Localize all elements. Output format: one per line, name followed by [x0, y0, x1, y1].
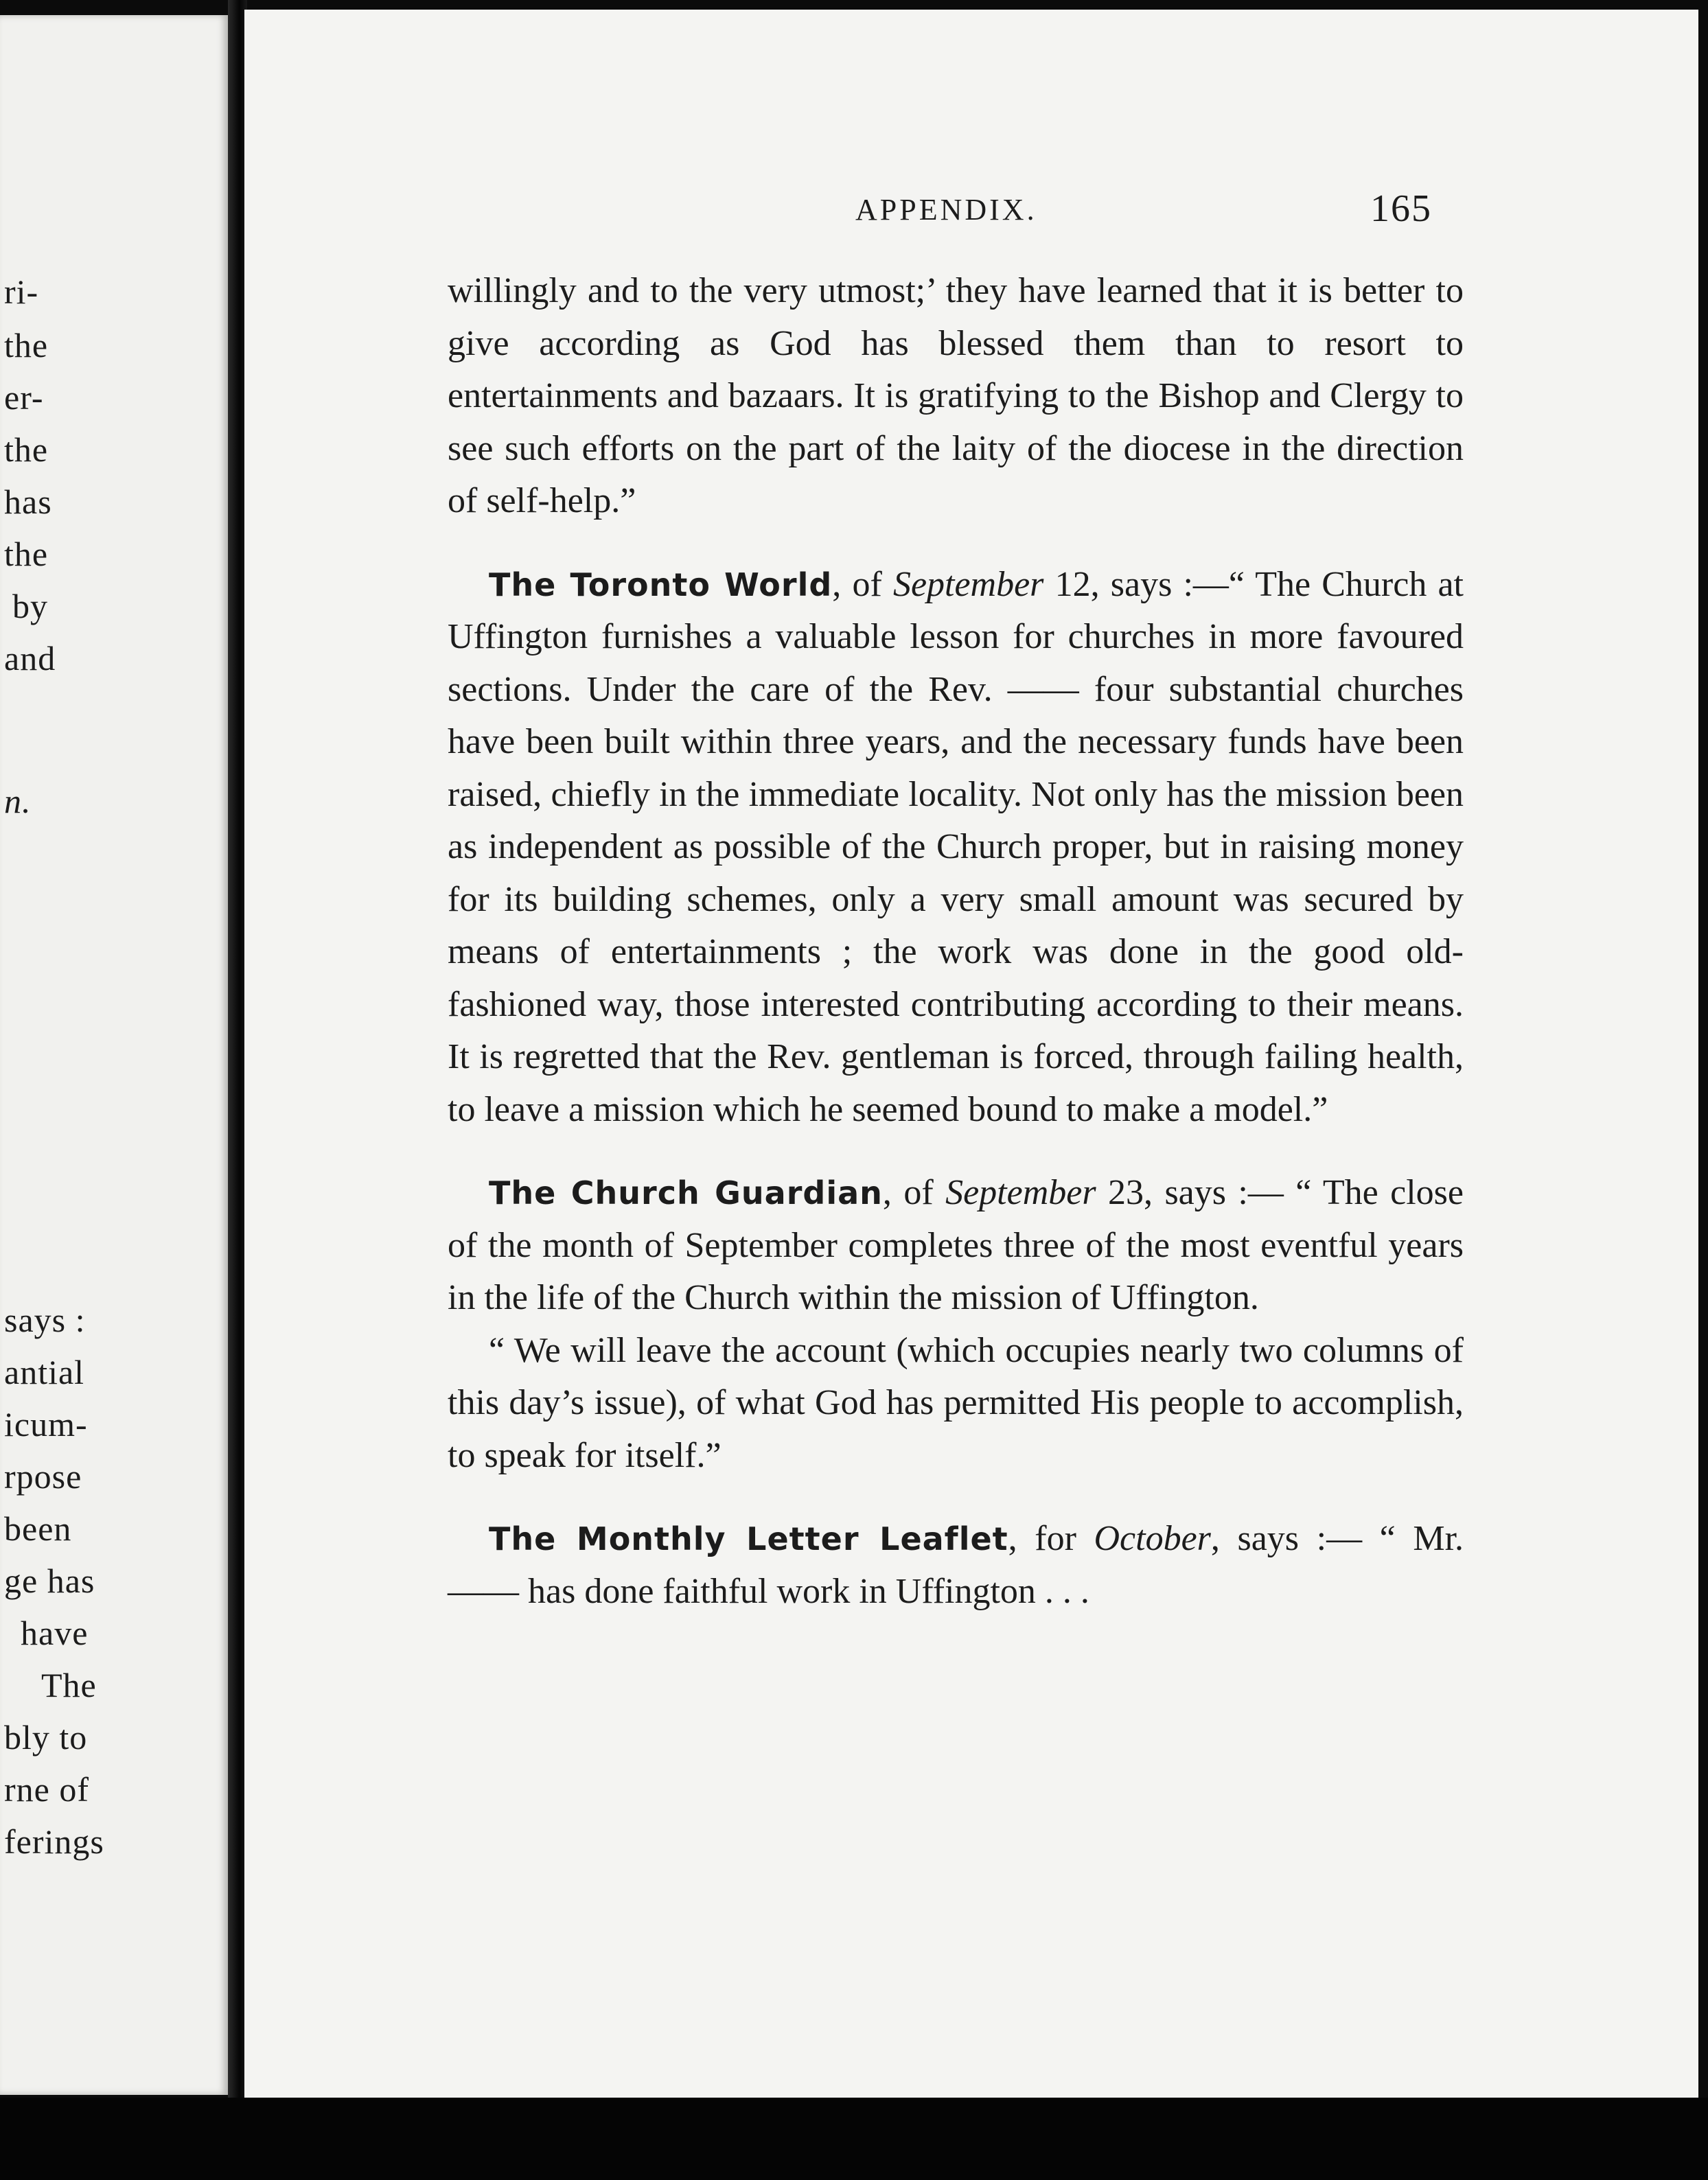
- date: October: [1094, 1519, 1211, 1558]
- left-fragment: icum-: [4, 1405, 88, 1443]
- left-fragment: has: [4, 483, 52, 521]
- quote-text: 12, says :—“ The Church at Uffington furnishes a valuable lesson for churches in more favoured sections. Under the care of the Rev. —— four substantial churches have been built within three years, and the necessary funds have been raised, chiefly in the immediate locality. Not only has the mission been as independent as possible of the Church proper, but in raising money for its building schemes, only a very small amount was secured by means of entertainments ; the work was done in the good old-fashioned way, those interested contributing according to their means. It is regretted that the Rev. gentleman is forced, through failing health, to leave a mission which he seemed bound to make a model.”: [448, 564, 1464, 1129]
- text-run: , of: [882, 1173, 946, 1212]
- left-fragment: ge has: [4, 1562, 95, 1600]
- left-fragment: n.: [4, 782, 32, 820]
- left-fragment: the: [4, 430, 49, 469]
- page-header: [244, 187, 1698, 235]
- paragraph-continuation: willingly and to the very utmost;’ they have learned that it is better to give according as God has blessed them than to resort to entertainments and bazaars. It is gratifying to the Bishop and Clergy to see such efforts on the part of the laity of the diocese in the direction of self-help.”: [448, 271, 1464, 520]
- left-fragment: says :: [4, 1301, 86, 1339]
- left-fragment: been: [4, 1509, 72, 1548]
- paragraph-church-guardian: [448, 1167, 1464, 1325]
- scan-top-border: [0, 0, 1708, 10]
- left-fragment: The: [41, 1666, 97, 1704]
- paragraph-quote-continuation: “ We will leave the account (which occupies nearly two columns of this day’s issue), of what God has permitted His people to accomplish, to speak for itself.”: [448, 1330, 1464, 1475]
- paragraph-monthly-letter: [448, 1513, 1464, 1618]
- left-fragment: ri-: [4, 272, 39, 311]
- left-fragment: by: [12, 587, 48, 625]
- running-head: APPENDIX.: [855, 193, 1037, 227]
- text-run: , of: [832, 564, 893, 604]
- quote-text: , says :— “ Mr. —— has done faithful work in Uffington . . .: [448, 1519, 1464, 1611]
- quote-text: 23, says :— “ The close of the month of September completes three of the most eventful years in the life of the Church within the mission of Uffington.: [448, 1173, 1464, 1317]
- left-fragment: er-: [4, 378, 44, 417]
- text-run: , for: [1008, 1519, 1094, 1558]
- page-number: 165: [1370, 187, 1432, 230]
- left-fragment: rpose: [4, 1457, 82, 1496]
- date: September: [945, 1173, 1096, 1212]
- left-fragment: and: [4, 639, 56, 677]
- left-fragment: the: [4, 535, 49, 573]
- paragraph-toronto-world: [448, 559, 1464, 1137]
- date: September: [892, 564, 1044, 604]
- left-fragment: antial: [4, 1353, 85, 1391]
- left-fragment: the: [4, 326, 49, 364]
- book-page: [244, 10, 1698, 2098]
- left-page-fragment: [0, 15, 228, 2095]
- source-title: The Toronto World: [489, 566, 833, 603]
- left-fragment: rne of: [4, 1770, 89, 1809]
- left-fragment: ferings: [4, 1822, 104, 1861]
- scan-bottom-border: [0, 2098, 1708, 2180]
- body-text: [448, 265, 1464, 1618]
- source-title: The Church Guardian: [489, 1174, 883, 1211]
- left-fragment: bly to: [4, 1718, 88, 1756]
- source-title: The Monthly Letter Leaflet: [489, 1520, 1008, 1557]
- left-fragment: have: [21, 1614, 89, 1652]
